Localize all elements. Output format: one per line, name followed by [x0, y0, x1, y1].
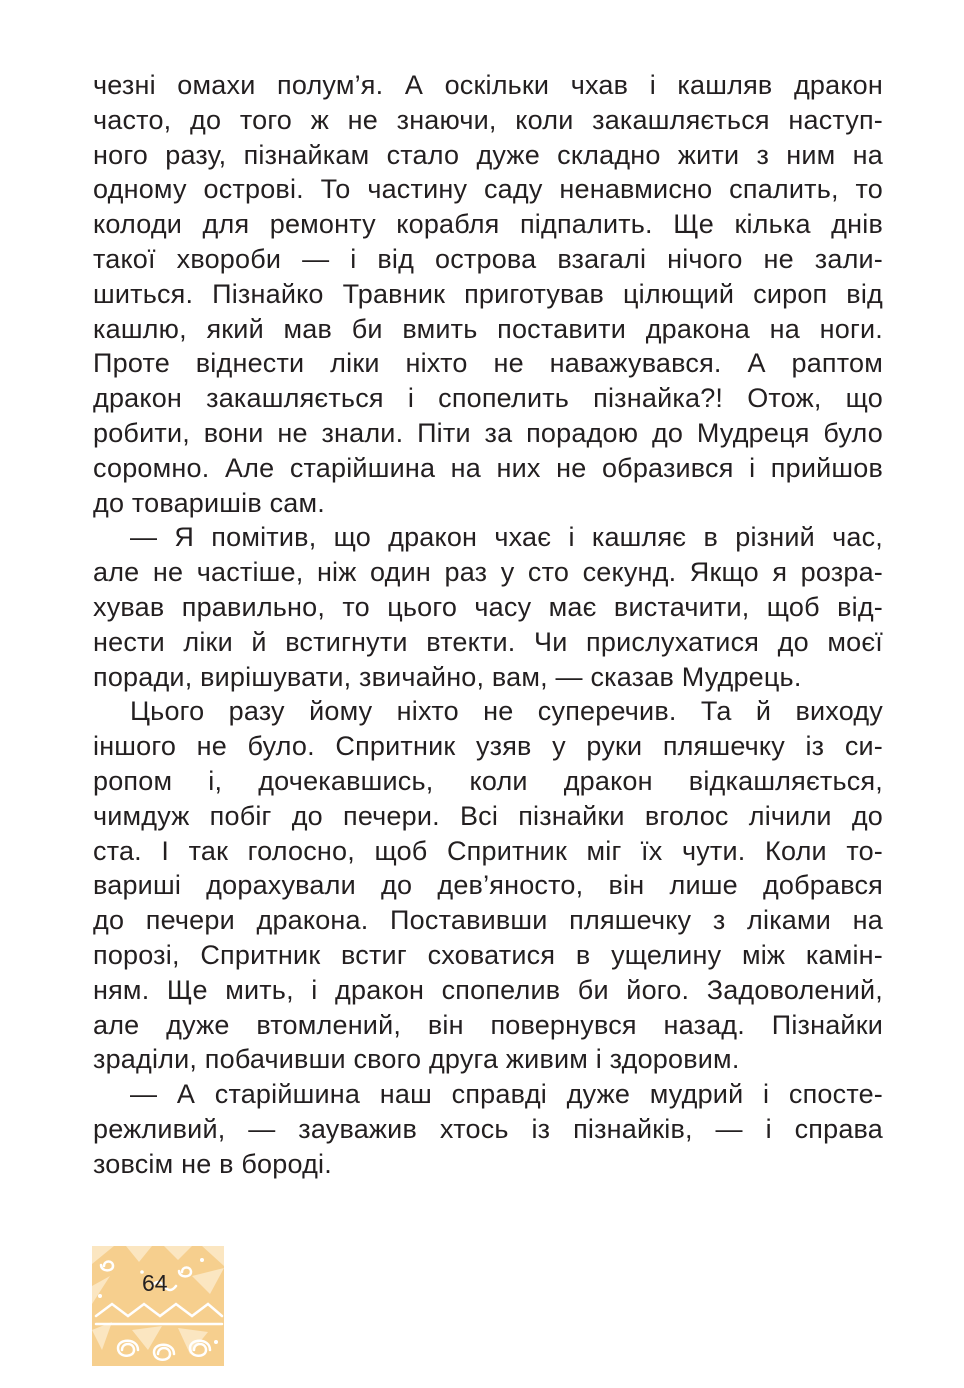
text-line: — Я помітив, що дракон чхає і кашляє в різний час, — [130, 522, 883, 553]
text-line: чимдуж побіг до печери. Всі пізнайки вголос лічили до — [93, 800, 883, 831]
text-line: шиться. Пізнайко Травник приготував цілющий сироп від — [93, 278, 883, 309]
text-line: — А старійшина наш справді дуже мудрий і спосте- — [130, 1079, 883, 1110]
text-line: хував правильно, то цього часу має вистачити, щоб від- — [93, 591, 883, 622]
text-line: Проте віднести ліки ніхто не наважувався. А раптом — [93, 348, 883, 379]
text-line: ропом і, дочекавшись, коли дракон відкашляється, — [93, 765, 883, 796]
text-line: чезні омахи полум’я. А оскільки чхав і кашляв дракон — [93, 70, 883, 100]
text-line: ням. Ще мить, і дракон спопелив би його. Задоволений, — [93, 974, 883, 1005]
body-text — [93, 68, 883, 1182]
page-corner-ornament — [92, 1246, 224, 1366]
text-line: дракон закашляється і спопелить пізнайка?! Отож, що — [93, 383, 883, 414]
text-line: такої хвороби — і від острова взагалі нічого не зали- — [93, 243, 883, 274]
text-line: до товаришів сам. — [93, 487, 325, 518]
text-line: зовсім не в бороді. — [93, 1148, 332, 1179]
text-line: поради, вирішувати, звичайно, вам, — сказав Мудрець. — [93, 661, 802, 692]
text-line: порозі, Спритник встиг сховатися в ущелину між камін- — [93, 939, 883, 970]
text-line: але дуже втомлений, він повернувся назад. Пізнайки — [93, 1009, 883, 1040]
text-line: часто, до того ж не знаючи, коли закашляється наступ- — [93, 104, 883, 135]
text-line: соромно. Але старійшина на них не образився і прийшов — [93, 452, 883, 483]
text-line: кашлю, який мав би вмить поставити дракона на ноги. — [93, 313, 883, 344]
text-line: ного разу, пізнайкам стало дуже складно жити з ним на — [93, 139, 883, 170]
text-line: робити, вони не знали. Піти за порадою до Мудреця було — [93, 417, 883, 448]
text-line: режливий, — зауважив хтось із пізнайків, — і справа — [93, 1113, 883, 1144]
text-line: Цього разу йому ніхто не суперечив. Та й виходу — [130, 696, 883, 727]
text-line: колоди для ремонту корабля підпалить. Ще кілька днів — [93, 209, 883, 240]
page-number: 64 — [142, 1270, 168, 1296]
text-line: до печери дракона. Поставивши пляшечку з ліками на — [93, 905, 883, 936]
text-line: вариші дорахували до дев’яносто, він лише добрався — [93, 870, 883, 901]
text-line: але не частіше, ніж один раз у сто секунд. Якщо я розра- — [93, 557, 883, 588]
text-line: нести ліки й встигнути втекти. Чи прислухатися до моєї — [93, 626, 883, 657]
text-line: зраділи, побачивши свого друга живим і здоровим. — [93, 1044, 740, 1075]
text-line: іншого не було. Спритник узяв у руки пляшечку із си- — [93, 731, 883, 762]
text-line: одному острові. То частину саду ненавмисно спалить, то — [93, 174, 883, 205]
text-line: ста. І так голосно, щоб Спритник міг їх чути. Коли то- — [93, 835, 883, 866]
